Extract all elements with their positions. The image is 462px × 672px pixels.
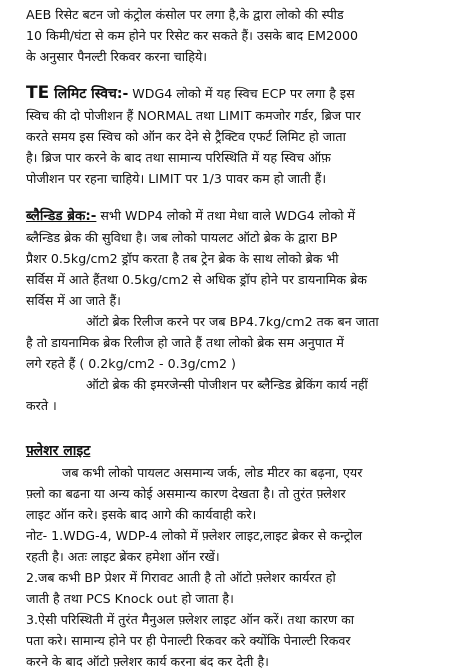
blended-brake-line1: सभी WDP4 लोको में तथा मेधा वाले WDG4 लोको में bbox=[96, 208, 356, 223]
text-line: जाती है तथा PCS Knock out हो जाता है। bbox=[26, 591, 234, 606]
te-limit-heading: लिमिट स्विच:- bbox=[49, 86, 129, 102]
flasher-paragraph bbox=[26, 462, 448, 672]
flasher-title: फ़्लेशर लाइट bbox=[26, 443, 91, 459]
te-limit-line1: WDG4 लोको में यह स्विच ECP पर लगा है इस bbox=[128, 86, 355, 101]
text-line: करते । bbox=[26, 398, 57, 413]
text-line: के अनुसार पैनल्टी रिकवर करना चाहिये। bbox=[26, 49, 208, 64]
text-line: 10 किमी/घंटा से कम होने पर रिसेट कर सकते हैं। उसके बाद EM2000 bbox=[26, 28, 359, 43]
text-line: करने के बाद ऑटो फ़्लेशर कार्य करना बंद कर देती है। bbox=[26, 654, 269, 669]
text-line: फ़्लो का बढना या अन्य कोई असमान्य कारण देखता है। तो तुरंत फ़्लेशर bbox=[26, 486, 346, 501]
text-line: ऑटो ब्रेक की इमरजेन्सी पोजीशन पर ब्लैन्डिड ब्रेकिंग कार्य नहीं bbox=[86, 377, 368, 392]
blended-brake-heading: ब्लैन्डिड ब्रेक:- bbox=[26, 208, 97, 224]
text-line: नोट- 1.WDG-4, WDP-4 लोको में फ़्लेशर लाइट,लाइट ब्रेकर से कन्ट्रोल bbox=[26, 528, 363, 543]
text-line bbox=[26, 83, 448, 105]
text-line: सर्विस में आ जाते हैं। bbox=[26, 293, 121, 308]
text-line: पोजीशन पर रहना चाहिये। LIMIT पर 1/3 पावर कम हो जाती हैं। bbox=[26, 171, 327, 186]
text-line: लाइट ऑन करे। इसके बाद आगे की कार्यवाही करे। bbox=[26, 507, 257, 522]
aeb-reset-paragraph bbox=[26, 4, 448, 67]
text-line: प्रैशर 0.5kg/cm2 ड्रॉप करता है तब ट्रेन ब्रेक के साथ लोको ब्रेक भी bbox=[26, 251, 339, 266]
blended-brake-paragraph bbox=[26, 205, 448, 416]
text-line: रहती है। अतः लाइट ब्रेकर हमेशा ऑन रखें। bbox=[26, 549, 220, 564]
text-line: जब कभी लोको पायलट असमान्य जर्क, लोड मीटर का बढ़ना, एयर bbox=[62, 465, 363, 480]
text-line: ऑटो ब्रेक रिलीज करने पर जब BP4.7kg/cm2 तक बन जाता bbox=[86, 314, 379, 329]
text-line: है। ब्रिज पार करने के बाद तथा सामान्य परिस्थिति में यह स्विच ऑफ़ bbox=[26, 150, 331, 165]
text-line bbox=[26, 205, 448, 227]
text-line: 2.जब कभी BP प्रेशर में गिरावट आती है तो ऑटो फ़्लेशर कार्यरत हो bbox=[26, 570, 336, 585]
text-line: करते समय इस स्विच को ऑन कर देने से ट्रैक्टिव एफर्ट लिमिट हो जाता bbox=[26, 129, 346, 144]
te-limit-heading-prefix: TE bbox=[26, 83, 50, 103]
text-line: सर्विस में आते हैंतथा 0.5kg/cm2 से अधिक ड्रॉप होने पर डायनामिक ब्रेक bbox=[26, 272, 367, 287]
text-line: ब्लैन्डिड ब्रेक की सुविधा है। जब लोको पायलट ऑटो ब्रेक के द्वारा BP bbox=[26, 230, 338, 245]
text-line: स्विच की दो पोजीशन हैं NORMAL तथा LIMIT कमजोर गर्डर, ब्रिज पार bbox=[26, 108, 361, 123]
text-line: 3.ऐसी परिस्थिती में तुरंत मैनुअल फ़्लेशर लाइट ऑन करें। तथा कारण का bbox=[26, 612, 355, 627]
text-line: पता करे। सामान्य होने पर ही पेनाल्टी रिकवर करे क्योंकि पेनाल्टी रिकवर bbox=[26, 633, 351, 648]
te-limit-paragraph bbox=[26, 83, 448, 189]
text-line: है तो डायनामिक ब्रेक रिलीज हो जाते हैं तथा लोको ब्रेक सम अनुपात में bbox=[26, 335, 344, 350]
text-line: AEB रिसेट बटन जो कंट्रोल कंसोल पर लगा है,के द्वारा लोको की स्पीड bbox=[26, 7, 344, 22]
text-line: लगे रहते हैं ( 0.2kg/cm2 - 0.3g/cm2 ) bbox=[26, 356, 236, 371]
